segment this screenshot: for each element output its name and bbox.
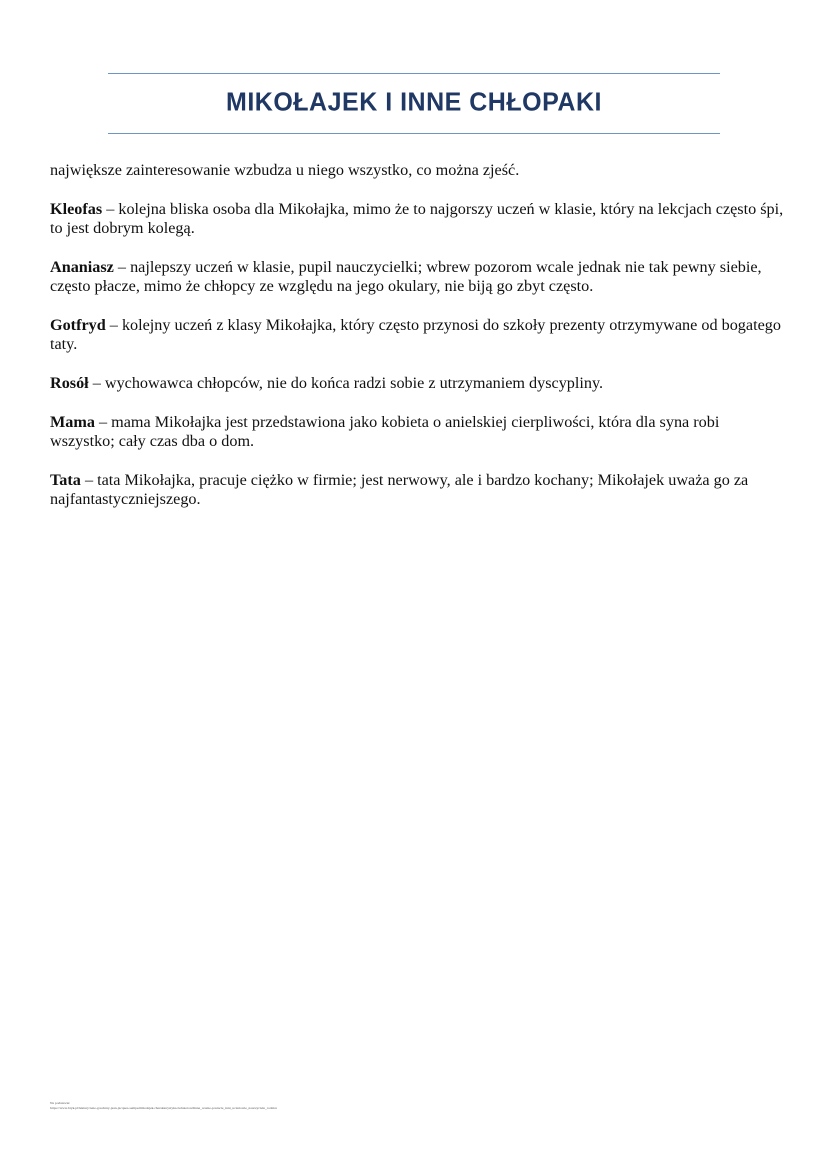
character-name: Mama <box>50 412 95 431</box>
character-description: – kolejny uczeń z klasy Mikołajka, który często przynosi do szkoły prezenty otrzymywane od bogatego taty. <box>50 315 781 354</box>
character-ananiasz <box>50 258 785 297</box>
top-divider <box>108 73 720 74</box>
character-name: Rosół <box>50 374 89 393</box>
character-tata <box>50 471 785 510</box>
character-description: – wychowawca chłopców, nie do końca radzi sobie z utrzymaniem dyscypliny. <box>88 374 604 393</box>
character-kleofas <box>50 200 785 239</box>
page-title: MIKOŁAJEK I INNE CHŁOPAKI <box>226 87 602 117</box>
character-description: – kolejna bliska osoba dla Mikołajka, mimo że to najgorszy uczeń w klasie, który na lekcjach często śpi, to jest dobrym kolegą. <box>50 199 784 238</box>
source-link[interactable]: https://www.bryk.pl/lektury/rene-goscinny-jean-jacques-sempe/mikolajek.charakterystyka-bohaterow#inne_wazne-postacie_inni_uczniowie_nauczyciele_rodzice <box>50 1106 278 1110</box>
character-mama <box>50 413 785 452</box>
character-name: Kleofas <box>50 199 103 218</box>
character-name: Tata <box>50 470 81 489</box>
character-description: – mama Mikołajka jest przedstawiona jako kobieta o anielskiej cierpliwości, która dla syna robi wszystko; cały czas dba o dom. <box>50 412 720 451</box>
bottom-divider <box>108 133 720 134</box>
character-name: Gotfryd <box>50 315 106 334</box>
source-label: Na podstawie: <box>50 1101 71 1105</box>
document-body <box>50 161 785 529</box>
character-name: Ananiasz <box>50 257 114 276</box>
character-description: – najlepszy uczeń w klasie, pupil nauczycielki; wbrew pozorom wcale jednak nie tak pewny siebie, często płacze, mimo że chłopcy ze względu na jego okulary, nie biją go zbyt często. <box>50 257 762 296</box>
intro-paragraph: największe zainteresowanie wzbudza u niego wszystko, co można zjeść. <box>50 161 520 179</box>
source-footnote <box>50 1101 277 1111</box>
character-rosol <box>50 374 785 393</box>
character-description: – tata Mikołajka, pracuje ciężko w firmie; jest nerwowy, ale i bardzo kochany; Mikołajek uważa go za najfantastyczniejszego. <box>50 470 749 509</box>
character-gotfryd <box>50 316 785 355</box>
